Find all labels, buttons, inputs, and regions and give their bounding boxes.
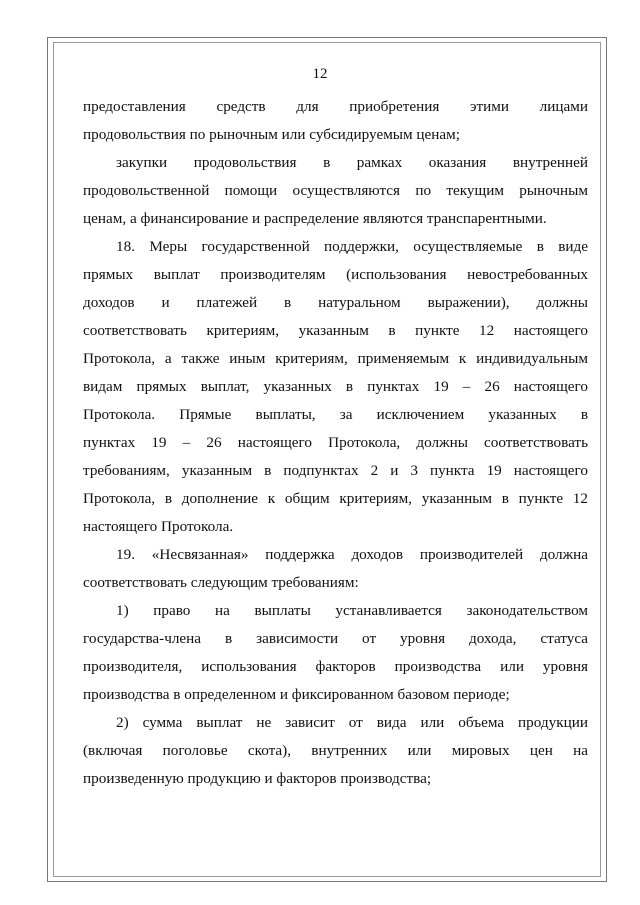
text-line: настоящего Протокола. [83,518,234,535]
page-number: 12 [312,66,328,82]
text-line: производства в определенном и фиксированном базовом периоде; [83,686,510,703]
text-line: (включая поголовье скота), внутренних или мировых цен на [83,742,588,759]
text-line: произведенную продукцию и факторов производства; [83,770,432,787]
text-line: государства-члена в зависимости от уровня дохода, статуса [83,630,588,647]
text-line: соответствовать следующим требованиям: [83,574,359,591]
text-line: Протокола. Прямые выплаты, за исключением указанных в [83,406,588,423]
text-line: предоставления средств для приобретения этими лицами [83,98,588,115]
text-line: Протокола, а также иным критериям, применяемым к индивидуальным [83,350,588,367]
paragraph-2 [83,149,588,233]
text-line: соответствовать критериям, указанным в пункте 12 настоящего [83,322,588,339]
text-line: 18. Меры государственной поддержки, осуществляемые в виде [116,238,588,255]
paragraph-1 [83,93,588,149]
text-line: видам прямых выплат, указанных в пунктах 19 – 26 настоящего [83,378,588,395]
text-line: производителя, использования факторов производства или уровня [83,658,588,675]
text-line: продовольственной помощи осуществляются по текущим рыночным [83,182,588,199]
text-line: 19. «Несвязанная» поддержка доходов производителей должна [116,546,588,563]
paragraph-clause-18 [83,233,588,541]
text-line: 2) сумма выплат не зависит от вида или объема продукции [116,714,588,731]
document-body [83,93,588,793]
paragraph-clause-19 [83,541,588,597]
text-line: 1) право на выплаты устанавливается законодательством [116,602,588,619]
text-line: закупки продовольствия в рамках оказания внутренней [116,154,588,171]
text-line: пунктах 19 – 26 настоящего Протокола, должны соответствовать [83,434,588,451]
text-line: доходов и платежей в натуральном выражении), должны [83,294,588,311]
paragraph-subclause-2 [83,709,588,793]
text-line: Протокола, в дополнение к общим критериям, указанным в пункте 12 [83,490,588,507]
text-line: прямых выплат производителям (использования невостребованных [83,266,588,283]
text-line: требованиям, указанным в подпунктах 2 и 3 пункта 19 настоящего [83,462,588,479]
paragraph-subclause-1 [83,597,588,709]
text-line: ценам, а финансирование и распределение являются транспарентными. [83,210,547,227]
text-line: продовольствия по рыночным или субсидируемым ценам; [83,126,460,143]
